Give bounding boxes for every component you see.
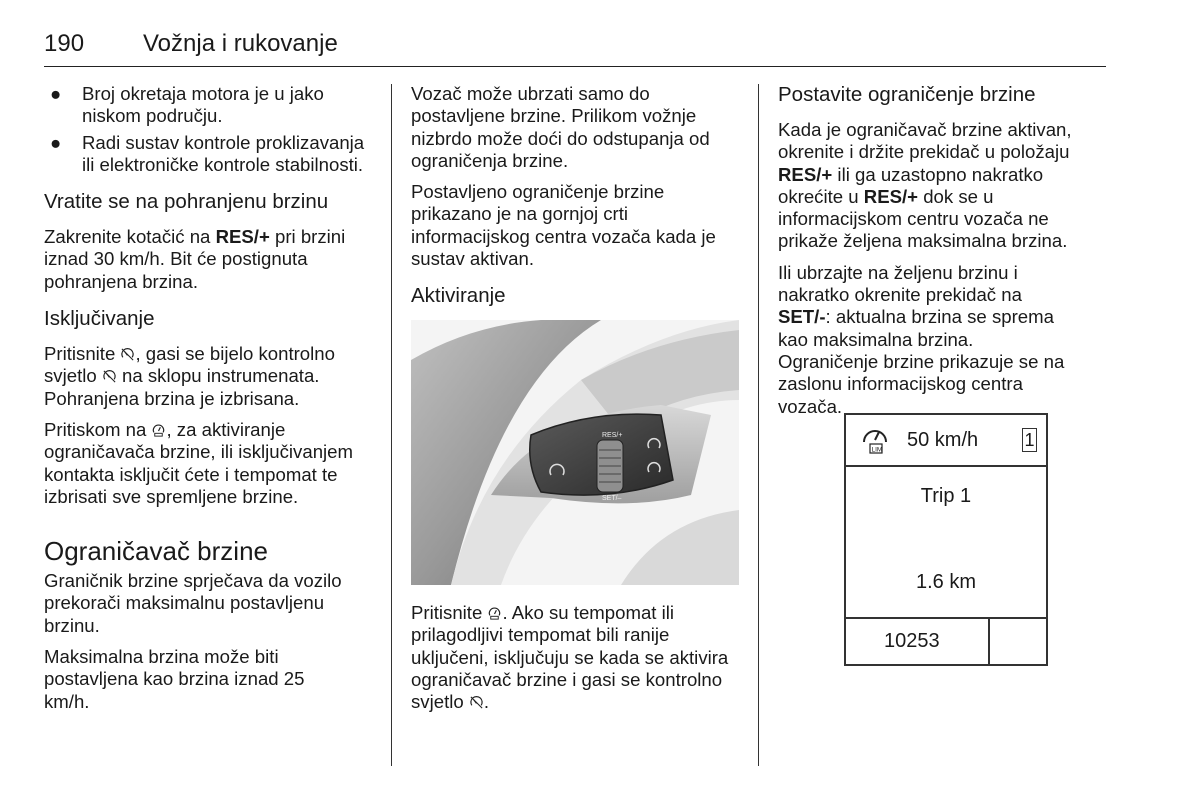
paragraph-press-activate: Pritisnite . Ako su tempomat ili prilagodljivi tempomat bili ranije uključeni, isključuju se kada se aktivira ograničavač brzine i gasi se kontrolno svjetlo .: [411, 602, 729, 713]
cruise-off-icon: [102, 369, 117, 384]
speed-limiter-icon: [151, 423, 166, 438]
display-top-line: [846, 415, 1046, 467]
res-label: RES/+: [602, 432, 623, 439]
driver-info-display: [844, 413, 1048, 666]
chapter-title: Vožnja i rukovanje: [143, 30, 338, 57]
odometer: 10253: [884, 630, 940, 652]
column-divider-2: [758, 84, 759, 766]
page-header: [44, 30, 1106, 67]
heading-set-limit: Postavite ograničenje brzine: [778, 83, 1036, 106]
heading-speed-limiter: Ograničavač brzine: [44, 536, 268, 567]
steering-wheel-illustration: [411, 320, 739, 585]
display-divider: [988, 619, 990, 664]
paragraph-press-limiter: Pritiskom na , za aktiviranje ograničavača brzine, ili isključivanjem kontakta isključit ćete i tempomat te izbrisati sve spremljene brzine.: [44, 418, 353, 507]
paragraph-switch-off: Pritisnite , gasi se bijelo kontrolno svjetlo na sklopu instrumenata. Pohranjena brzina je izbrisana.: [44, 343, 335, 409]
bullet-list: [44, 83, 374, 176]
set-label: SET/–: [602, 495, 622, 502]
heading-switch-off: Isključivanje: [44, 307, 155, 331]
steering-wheel-figure: [411, 320, 739, 585]
paragraph-limiter: Graničnik brzine sprječava da vozilo prekorači maksimalnu postavljenu brzinu.: [44, 570, 342, 636]
column-2: [411, 83, 741, 320]
cruise-off-icon: [120, 347, 135, 362]
list-item: ● Broj okretaja motora je u jako niskom području.: [50, 83, 324, 127]
paragraph-display: Postavljeno ograničenje brzine prikazano je na gornjoj crti informacijskog centra vozača kada je sustav aktivan.: [411, 181, 716, 270]
trip-value: 1.6 km: [915, 571, 977, 593]
column-3: [778, 83, 1078, 427]
paragraph-max-speed: Maksimalna brzina može biti postavljena kao brzina iznad 25 km/h.: [44, 646, 305, 712]
heading-activate: Aktiviranje: [411, 284, 506, 308]
cruise-off-icon: [469, 695, 484, 710]
speed-limiter-icon: [487, 606, 502, 621]
page-number: 190: [44, 30, 85, 57]
paragraph-set-limit: Kada je ograničavač brzine aktivan, okrenite i držite prekidač u položaju RES/+ ili ga uzastopno nakratko okrećite u RES/+ dok se u informacijskom centru vozača ne prikaže željena maksimalna brzina.: [778, 119, 1072, 252]
paragraph-accelerate-set: Ili ubrzajte na željenu brzinu i nakratko okrenite prekidač na SET/-: aktualna brzina se sprema kao maksimalna brzina. Ograničenje brzine prikazuje se na zaslonu informacijskog centra vozača.: [778, 261, 1065, 417]
limit-speed: 50 km/h: [907, 429, 979, 451]
display-bottom-line: [846, 617, 1046, 664]
column-divider-1: [391, 84, 392, 766]
svg-text:LIM: LIM: [871, 446, 883, 454]
column-1: [44, 83, 374, 722]
trip-label: Trip 1: [920, 485, 972, 507]
heading-restore-speed: Vratite se na pohranjenu brzinu: [44, 190, 329, 214]
paragraph-accelerate: Vozač može ubrzati samo do postavljene brzine. Prilikom vožnje nizbrdo može doći do odstupanja od ograničenja brzine.: [411, 83, 710, 171]
gear-indicator: 1: [1022, 428, 1037, 452]
speed-limiter-icon: [860, 425, 890, 455]
paragraph-restore: Zakrenite kotačić na RES/+ pri brzini iznad 30 km/h. Bit će postignuta pohranjena brzina.: [44, 226, 346, 292]
column-2-lower: [411, 602, 741, 722]
list-item: ● Radi sustav kontrole proklizavanja ili elektroničke kontrole stabilnosti.: [50, 131, 365, 175]
